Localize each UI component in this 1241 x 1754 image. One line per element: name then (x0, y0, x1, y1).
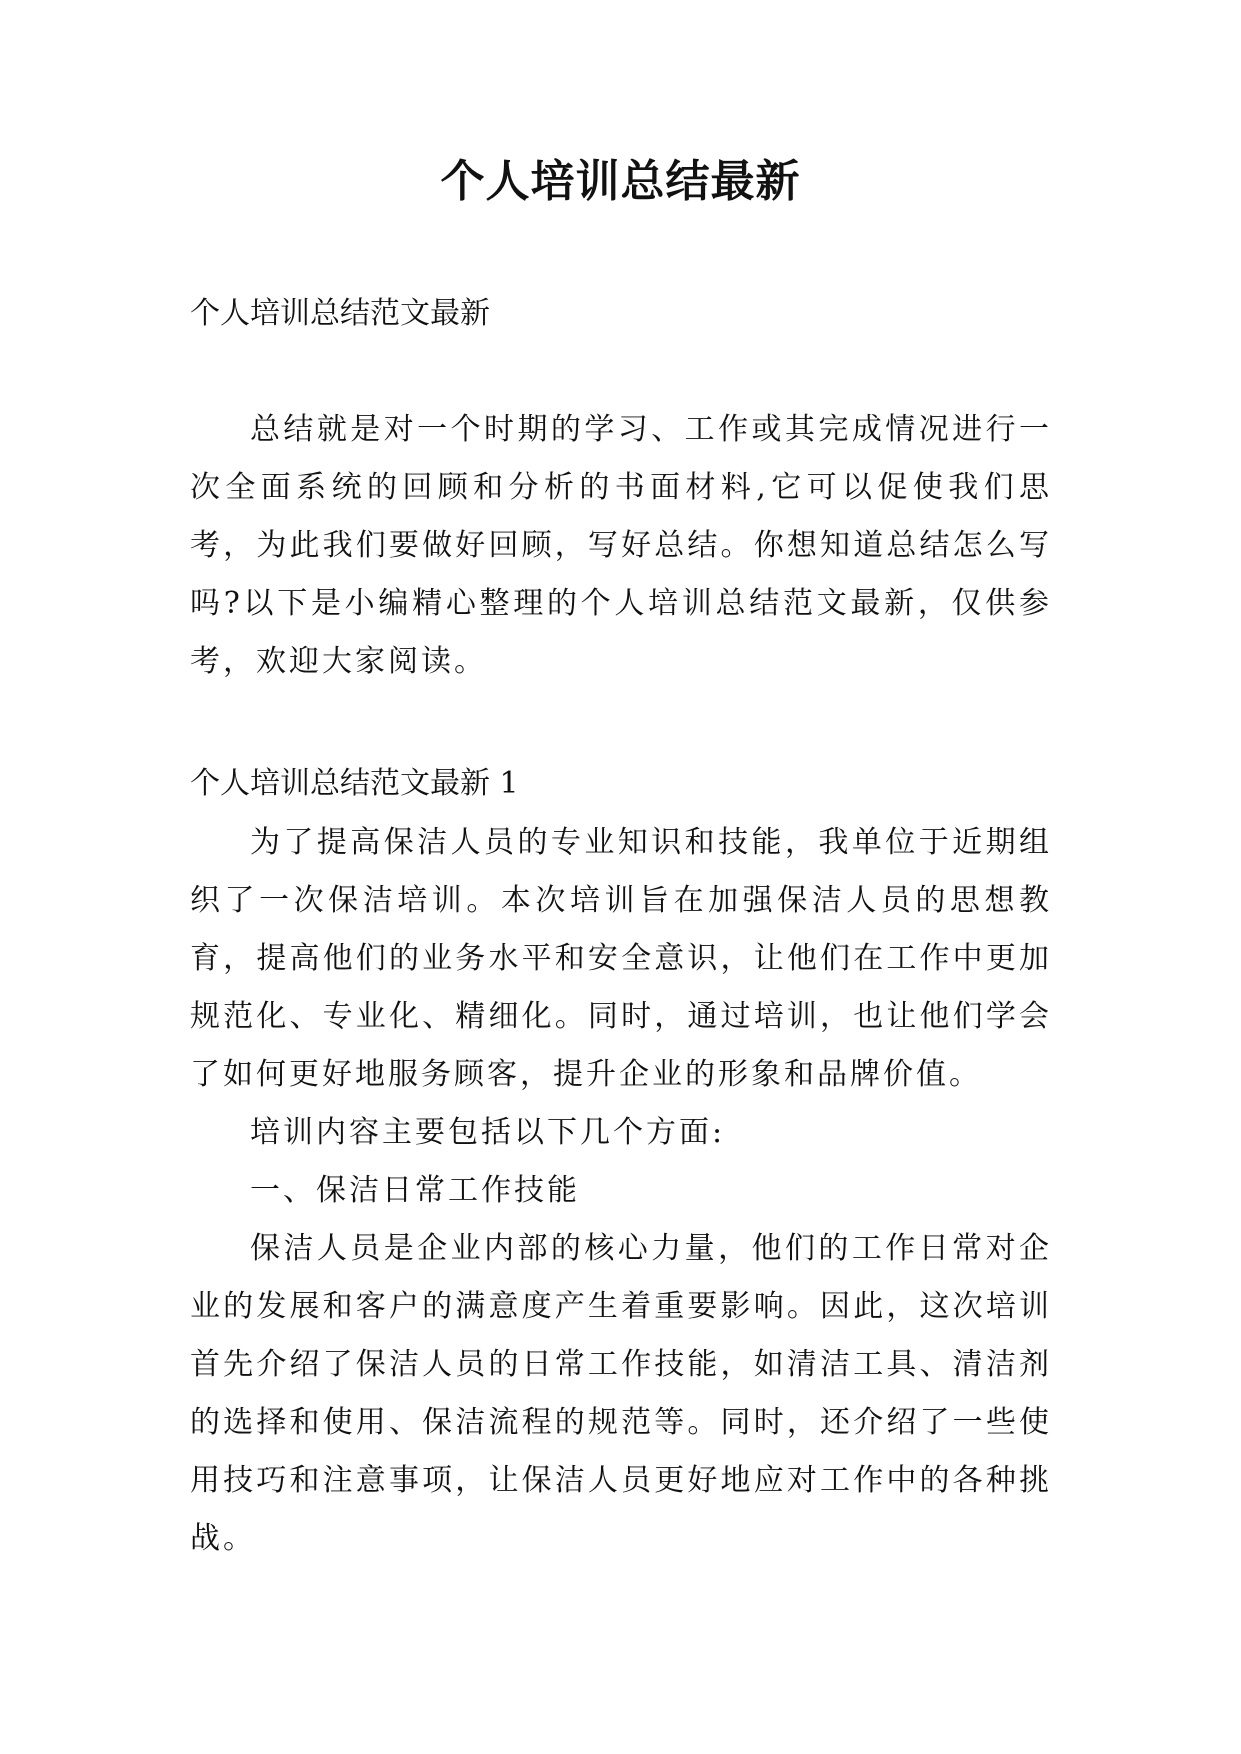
intro-paragraph: 总结就是对一个时期的学习、工作或其完成情况进行一次全面系统的回顾和分析的书面材料,它可以促使我们思考，为此我们要做好回顾，写好总结。你想知道总结怎么写吗?以下是小编精心整理的个人培训总结范文最新，仅供参考，欢迎大家阅读。 (190, 412, 1052, 679)
document-subtitle: 个人培训总结范文最新 (190, 296, 490, 331)
body-paragraph: 为了提高保洁人员的专业知识和技能，我单位于近期组织了一次保洁培训。本次培训旨在加强保洁人员的思想教育，提高他们的业务水平和安全意识，让他们在工作中更加规范化、专业化、精细化。同时，通过培训，也让他们学会了如何更好地服务顾客，提升企业的形象和品牌价值。 (190, 825, 1052, 1092)
document-title: 个人培训总结最新 (440, 156, 801, 207)
section-heading: 个人培训总结范文最新 1 (190, 766, 519, 801)
body-paragraph: 保洁人员是企业内部的核心力量，他们的工作日常对企业的发展和客户的满意度产生着重要影响。因此，这次培训首先介绍了保洁人员的日常工作技能，如清洁工具、清洁剂的选择和使用、保洁流程的规范等。同时，还介绍了一些使用技巧和注意事项，让保洁人员更好地应对工作中的各种挑战。 (190, 1231, 1052, 1556)
body-paragraph: 培训内容主要包括以下几个方面: (250, 1115, 726, 1150)
intro-section (190, 401, 1052, 691)
section-body (190, 814, 1052, 1568)
body-paragraph: 一、保洁日常工作技能 (250, 1173, 580, 1208)
